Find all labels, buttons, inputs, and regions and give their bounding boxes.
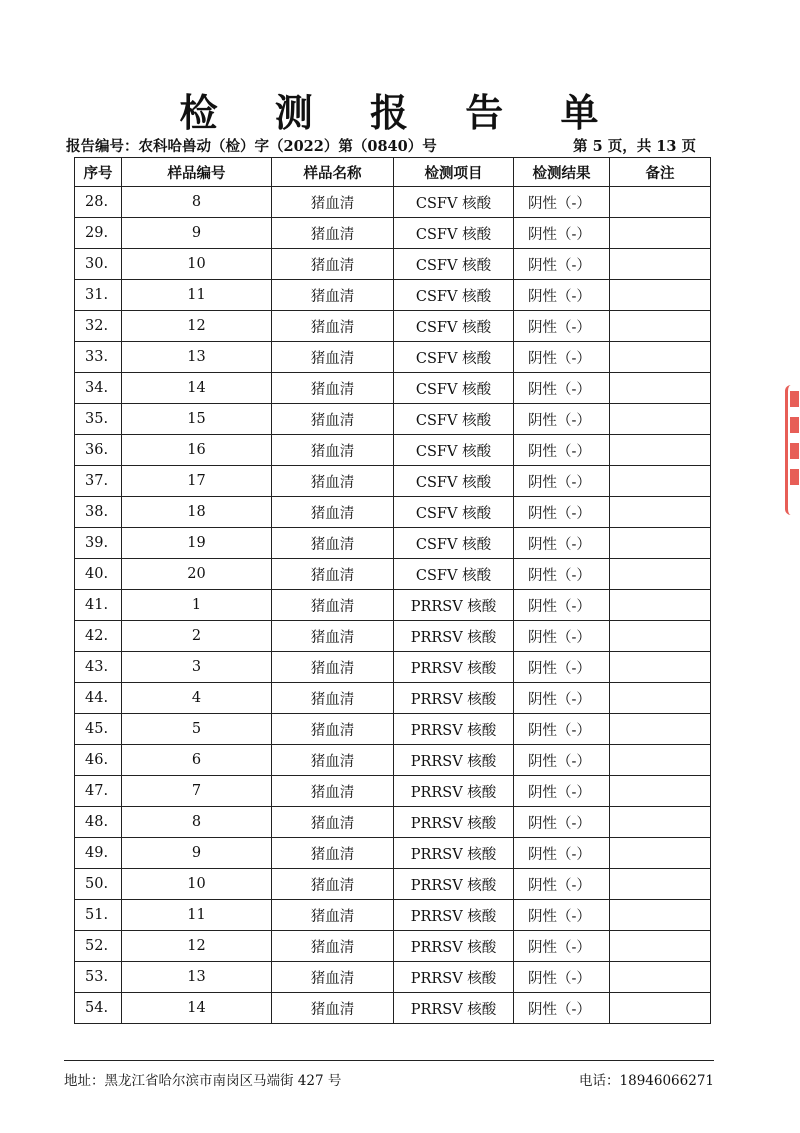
cell-test-result: 阴性（-） bbox=[514, 931, 610, 962]
header-test-item: 检测项目 bbox=[394, 158, 514, 187]
cell-test-result: 阴性（-） bbox=[514, 218, 610, 249]
cell-remarks bbox=[610, 559, 711, 590]
footer-address: 地址：黑龙江省哈尔滨市南岗区马端街 427 号 bbox=[64, 1073, 342, 1089]
cell-sample-id: 5 bbox=[122, 714, 272, 745]
cell-remarks bbox=[610, 683, 711, 714]
cell-seq: 35. bbox=[75, 404, 122, 435]
cell-sample-id: 17 bbox=[122, 466, 272, 497]
cell-sample-id: 18 bbox=[122, 497, 272, 528]
cell-test-item: CSFV 核酸 bbox=[394, 280, 514, 311]
cell-sample-id: 2 bbox=[122, 621, 272, 652]
cell-test-item: PRRSV 核酸 bbox=[394, 745, 514, 776]
footer-phone: 电话：18946066271 bbox=[579, 1073, 714, 1089]
cell-seq: 31. bbox=[75, 280, 122, 311]
cell-remarks bbox=[610, 931, 711, 962]
cell-sample-id: 12 bbox=[122, 311, 272, 342]
cell-sample-name: 猪血清 bbox=[272, 807, 394, 838]
cell-test-result: 阴性（-） bbox=[514, 993, 610, 1024]
cell-remarks bbox=[610, 652, 711, 683]
cell-seq: 37. bbox=[75, 466, 122, 497]
cell-remarks bbox=[610, 528, 711, 559]
cell-remarks bbox=[610, 621, 711, 652]
cell-test-item: PRRSV 核酸 bbox=[394, 962, 514, 993]
header-sample-id: 样品编号 bbox=[122, 158, 272, 187]
cell-test-result: 阴性（-） bbox=[514, 683, 610, 714]
cell-seq: 43. bbox=[75, 652, 122, 683]
cell-sample-name: 猪血清 bbox=[272, 838, 394, 869]
cell-test-result: 阴性（-） bbox=[514, 342, 610, 373]
table-row bbox=[75, 528, 711, 559]
cell-test-result: 阴性（-） bbox=[514, 528, 610, 559]
cell-test-result: 阴性（-） bbox=[514, 497, 610, 528]
cell-remarks bbox=[610, 807, 711, 838]
table-row bbox=[75, 652, 711, 683]
cell-sample-name: 猪血清 bbox=[272, 559, 394, 590]
cell-sample-id: 10 bbox=[122, 869, 272, 900]
cell-sample-id: 3 bbox=[122, 652, 272, 683]
cell-sample-name: 猪血清 bbox=[272, 776, 394, 807]
table-header-row bbox=[75, 158, 711, 187]
cell-remarks bbox=[610, 714, 711, 745]
cell-test-result: 阴性（-） bbox=[514, 714, 610, 745]
cell-sample-id: 12 bbox=[122, 931, 272, 962]
cell-test-result: 阴性（-） bbox=[514, 900, 610, 931]
cell-seq: 44. bbox=[75, 683, 122, 714]
cell-test-item: PRRSV 核酸 bbox=[394, 590, 514, 621]
cell-test-result: 阴性（-） bbox=[514, 404, 610, 435]
cell-sample-id: 14 bbox=[122, 373, 272, 404]
cell-sample-id: 6 bbox=[122, 745, 272, 776]
table-row bbox=[75, 962, 711, 993]
cell-remarks bbox=[610, 373, 711, 404]
cell-remarks bbox=[610, 962, 711, 993]
table-row bbox=[75, 621, 711, 652]
table-row bbox=[75, 373, 711, 404]
cell-seq: 32. bbox=[75, 311, 122, 342]
cell-sample-name: 猪血清 bbox=[272, 218, 394, 249]
cell-sample-name: 猪血清 bbox=[272, 466, 394, 497]
cell-seq: 30. bbox=[75, 249, 122, 280]
cell-test-item: CSFV 核酸 bbox=[394, 466, 514, 497]
cell-test-item: PRRSV 核酸 bbox=[394, 776, 514, 807]
cell-sample-id: 13 bbox=[122, 962, 272, 993]
cell-seq: 34. bbox=[75, 373, 122, 404]
table-body bbox=[75, 187, 711, 1024]
cell-sample-name: 猪血清 bbox=[272, 373, 394, 404]
header-test-result: 检测结果 bbox=[514, 158, 610, 187]
cell-test-item: PRRSV 核酸 bbox=[394, 621, 514, 652]
cell-sample-name: 猪血清 bbox=[272, 590, 394, 621]
cell-sample-name: 猪血清 bbox=[272, 993, 394, 1024]
cell-test-result: 阴性（-） bbox=[514, 869, 610, 900]
cell-test-result: 阴性（-） bbox=[514, 466, 610, 497]
table-row bbox=[75, 249, 711, 280]
cell-test-item: CSFV 核酸 bbox=[394, 249, 514, 280]
page-number: 第 5 页，共 13 页 bbox=[573, 138, 696, 155]
cell-sample-name: 猪血清 bbox=[272, 311, 394, 342]
cell-remarks bbox=[610, 900, 711, 931]
cell-sample-id: 7 bbox=[122, 776, 272, 807]
table-row bbox=[75, 683, 711, 714]
cell-seq: 51. bbox=[75, 900, 122, 931]
table-row bbox=[75, 218, 711, 249]
results-table bbox=[74, 157, 711, 1024]
table-row bbox=[75, 900, 711, 931]
table-row bbox=[75, 931, 711, 962]
table-row bbox=[75, 559, 711, 590]
cell-seq: 54. bbox=[75, 993, 122, 1024]
cell-sample-id: 9 bbox=[122, 838, 272, 869]
cell-remarks bbox=[610, 342, 711, 373]
cell-test-item: PRRSV 核酸 bbox=[394, 838, 514, 869]
cell-remarks bbox=[610, 745, 711, 776]
cell-remarks bbox=[610, 993, 711, 1024]
cell-remarks bbox=[610, 590, 711, 621]
cell-test-result: 阴性（-） bbox=[514, 776, 610, 807]
cell-sample-name: 猪血清 bbox=[272, 714, 394, 745]
cell-sample-name: 猪血清 bbox=[272, 869, 394, 900]
cell-test-result: 阴性（-） bbox=[514, 187, 610, 218]
cell-test-item: PRRSV 核酸 bbox=[394, 900, 514, 931]
cell-sample-name: 猪血清 bbox=[272, 187, 394, 218]
cell-seq: 50. bbox=[75, 869, 122, 900]
table-row bbox=[75, 497, 711, 528]
cell-test-result: 阴性（-） bbox=[514, 962, 610, 993]
table-row bbox=[75, 776, 711, 807]
table-row bbox=[75, 404, 711, 435]
cell-sample-name: 猪血清 bbox=[272, 528, 394, 559]
cell-sample-id: 10 bbox=[122, 249, 272, 280]
cell-remarks bbox=[610, 404, 711, 435]
table-row bbox=[75, 590, 711, 621]
seal-edge bbox=[785, 385, 800, 515]
table-row bbox=[75, 745, 711, 776]
cell-sample-id: 16 bbox=[122, 435, 272, 466]
cell-seq: 38. bbox=[75, 497, 122, 528]
cell-test-item: CSFV 核酸 bbox=[394, 187, 514, 218]
cell-sample-id: 20 bbox=[122, 559, 272, 590]
cell-sample-id: 8 bbox=[122, 187, 272, 218]
cell-sample-id: 4 bbox=[122, 683, 272, 714]
cell-sample-name: 猪血清 bbox=[272, 683, 394, 714]
cell-remarks bbox=[610, 435, 711, 466]
cell-seq: 29. bbox=[75, 218, 122, 249]
cell-test-result: 阴性（-） bbox=[514, 311, 610, 342]
cell-sample-name: 猪血清 bbox=[272, 962, 394, 993]
cell-sample-id: 8 bbox=[122, 807, 272, 838]
table-row bbox=[75, 342, 711, 373]
cell-sample-name: 猪血清 bbox=[272, 280, 394, 311]
cell-seq: 33. bbox=[75, 342, 122, 373]
cell-sample-name: 猪血清 bbox=[272, 497, 394, 528]
cell-test-result: 阴性（-） bbox=[514, 652, 610, 683]
cell-seq: 45. bbox=[75, 714, 122, 745]
cell-test-item: PRRSV 核酸 bbox=[394, 714, 514, 745]
cell-test-item: CSFV 核酸 bbox=[394, 311, 514, 342]
cell-remarks bbox=[610, 249, 711, 280]
cell-sample-name: 猪血清 bbox=[272, 342, 394, 373]
cell-seq: 36. bbox=[75, 435, 122, 466]
cell-seq: 53. bbox=[75, 962, 122, 993]
header-sample-name: 样品名称 bbox=[272, 158, 394, 187]
cell-remarks bbox=[610, 218, 711, 249]
table-row bbox=[75, 838, 711, 869]
table-row bbox=[75, 714, 711, 745]
cell-seq: 49. bbox=[75, 838, 122, 869]
cell-test-result: 阴性（-） bbox=[514, 249, 610, 280]
table-row bbox=[75, 311, 711, 342]
cell-test-item: CSFV 核酸 bbox=[394, 218, 514, 249]
cell-seq: 40. bbox=[75, 559, 122, 590]
cell-test-item: PRRSV 核酸 bbox=[394, 869, 514, 900]
cell-seq: 47. bbox=[75, 776, 122, 807]
table-row bbox=[75, 280, 711, 311]
cell-remarks bbox=[610, 497, 711, 528]
cell-remarks bbox=[610, 466, 711, 497]
cell-sample-id: 1 bbox=[122, 590, 272, 621]
page-title: 检 测 报 告 单 bbox=[179, 90, 621, 135]
cell-sample-name: 猪血清 bbox=[272, 745, 394, 776]
cell-sample-name: 猪血清 bbox=[272, 931, 394, 962]
cell-test-item: CSFV 核酸 bbox=[394, 342, 514, 373]
cell-remarks bbox=[610, 838, 711, 869]
cell-test-item: CSFV 核酸 bbox=[394, 528, 514, 559]
cell-sample-name: 猪血清 bbox=[272, 435, 394, 466]
table-row bbox=[75, 187, 711, 218]
report-number: 报告编号：农科哈兽动（检）字（2022）第（0840）号 bbox=[66, 138, 437, 155]
cell-test-item: PRRSV 核酸 bbox=[394, 683, 514, 714]
table-row bbox=[75, 807, 711, 838]
cell-test-result: 阴性（-） bbox=[514, 559, 610, 590]
cell-test-item: PRRSV 核酸 bbox=[394, 931, 514, 962]
cell-test-item: CSFV 核酸 bbox=[394, 435, 514, 466]
cell-test-result: 阴性（-） bbox=[514, 838, 610, 869]
cell-seq: 52. bbox=[75, 931, 122, 962]
cell-remarks bbox=[610, 311, 711, 342]
cell-seq: 39. bbox=[75, 528, 122, 559]
cell-sample-name: 猪血清 bbox=[272, 249, 394, 280]
cell-sample-id: 9 bbox=[122, 218, 272, 249]
table-row bbox=[75, 993, 711, 1024]
cell-seq: 48. bbox=[75, 807, 122, 838]
cell-sample-name: 猪血清 bbox=[272, 900, 394, 931]
cell-remarks bbox=[610, 280, 711, 311]
cell-sample-id: 14 bbox=[122, 993, 272, 1024]
table-row bbox=[75, 435, 711, 466]
cell-test-result: 阴性（-） bbox=[514, 590, 610, 621]
table-row bbox=[75, 869, 711, 900]
cell-test-result: 阴性（-） bbox=[514, 435, 610, 466]
cell-test-result: 阴性（-） bbox=[514, 807, 610, 838]
cell-remarks bbox=[610, 187, 711, 218]
cell-test-item: CSFV 核酸 bbox=[394, 404, 514, 435]
cell-test-result: 阴性（-） bbox=[514, 373, 610, 404]
cell-test-result: 阴性（-） bbox=[514, 280, 610, 311]
cell-sample-id: 19 bbox=[122, 528, 272, 559]
cell-seq: 42. bbox=[75, 621, 122, 652]
cell-seq: 41. bbox=[75, 590, 122, 621]
cell-sample-name: 猪血清 bbox=[272, 621, 394, 652]
cell-sample-id: 13 bbox=[122, 342, 272, 373]
cell-test-item: PRRSV 核酸 bbox=[394, 652, 514, 683]
cell-seq: 46. bbox=[75, 745, 122, 776]
cell-sample-name: 猪血清 bbox=[272, 404, 394, 435]
cell-test-item: CSFV 核酸 bbox=[394, 497, 514, 528]
cell-test-result: 阴性（-） bbox=[514, 745, 610, 776]
cell-sample-id: 11 bbox=[122, 280, 272, 311]
cell-sample-id: 11 bbox=[122, 900, 272, 931]
cell-test-item: CSFV 核酸 bbox=[394, 559, 514, 590]
header-remarks: 备注 bbox=[610, 158, 711, 187]
cell-test-item: PRRSV 核酸 bbox=[394, 807, 514, 838]
cell-remarks bbox=[610, 776, 711, 807]
cell-test-result: 阴性（-） bbox=[514, 621, 610, 652]
report-meta bbox=[66, 133, 696, 155]
cell-sample-id: 15 bbox=[122, 404, 272, 435]
cell-sample-name: 猪血清 bbox=[272, 652, 394, 683]
footer-divider bbox=[64, 1060, 714, 1061]
cell-test-item: PRRSV 核酸 bbox=[394, 993, 514, 1024]
header-seq: 序号 bbox=[75, 158, 122, 187]
cell-seq: 28. bbox=[75, 187, 122, 218]
cell-test-item: CSFV 核酸 bbox=[394, 373, 514, 404]
cell-remarks bbox=[610, 869, 711, 900]
table-row bbox=[75, 466, 711, 497]
